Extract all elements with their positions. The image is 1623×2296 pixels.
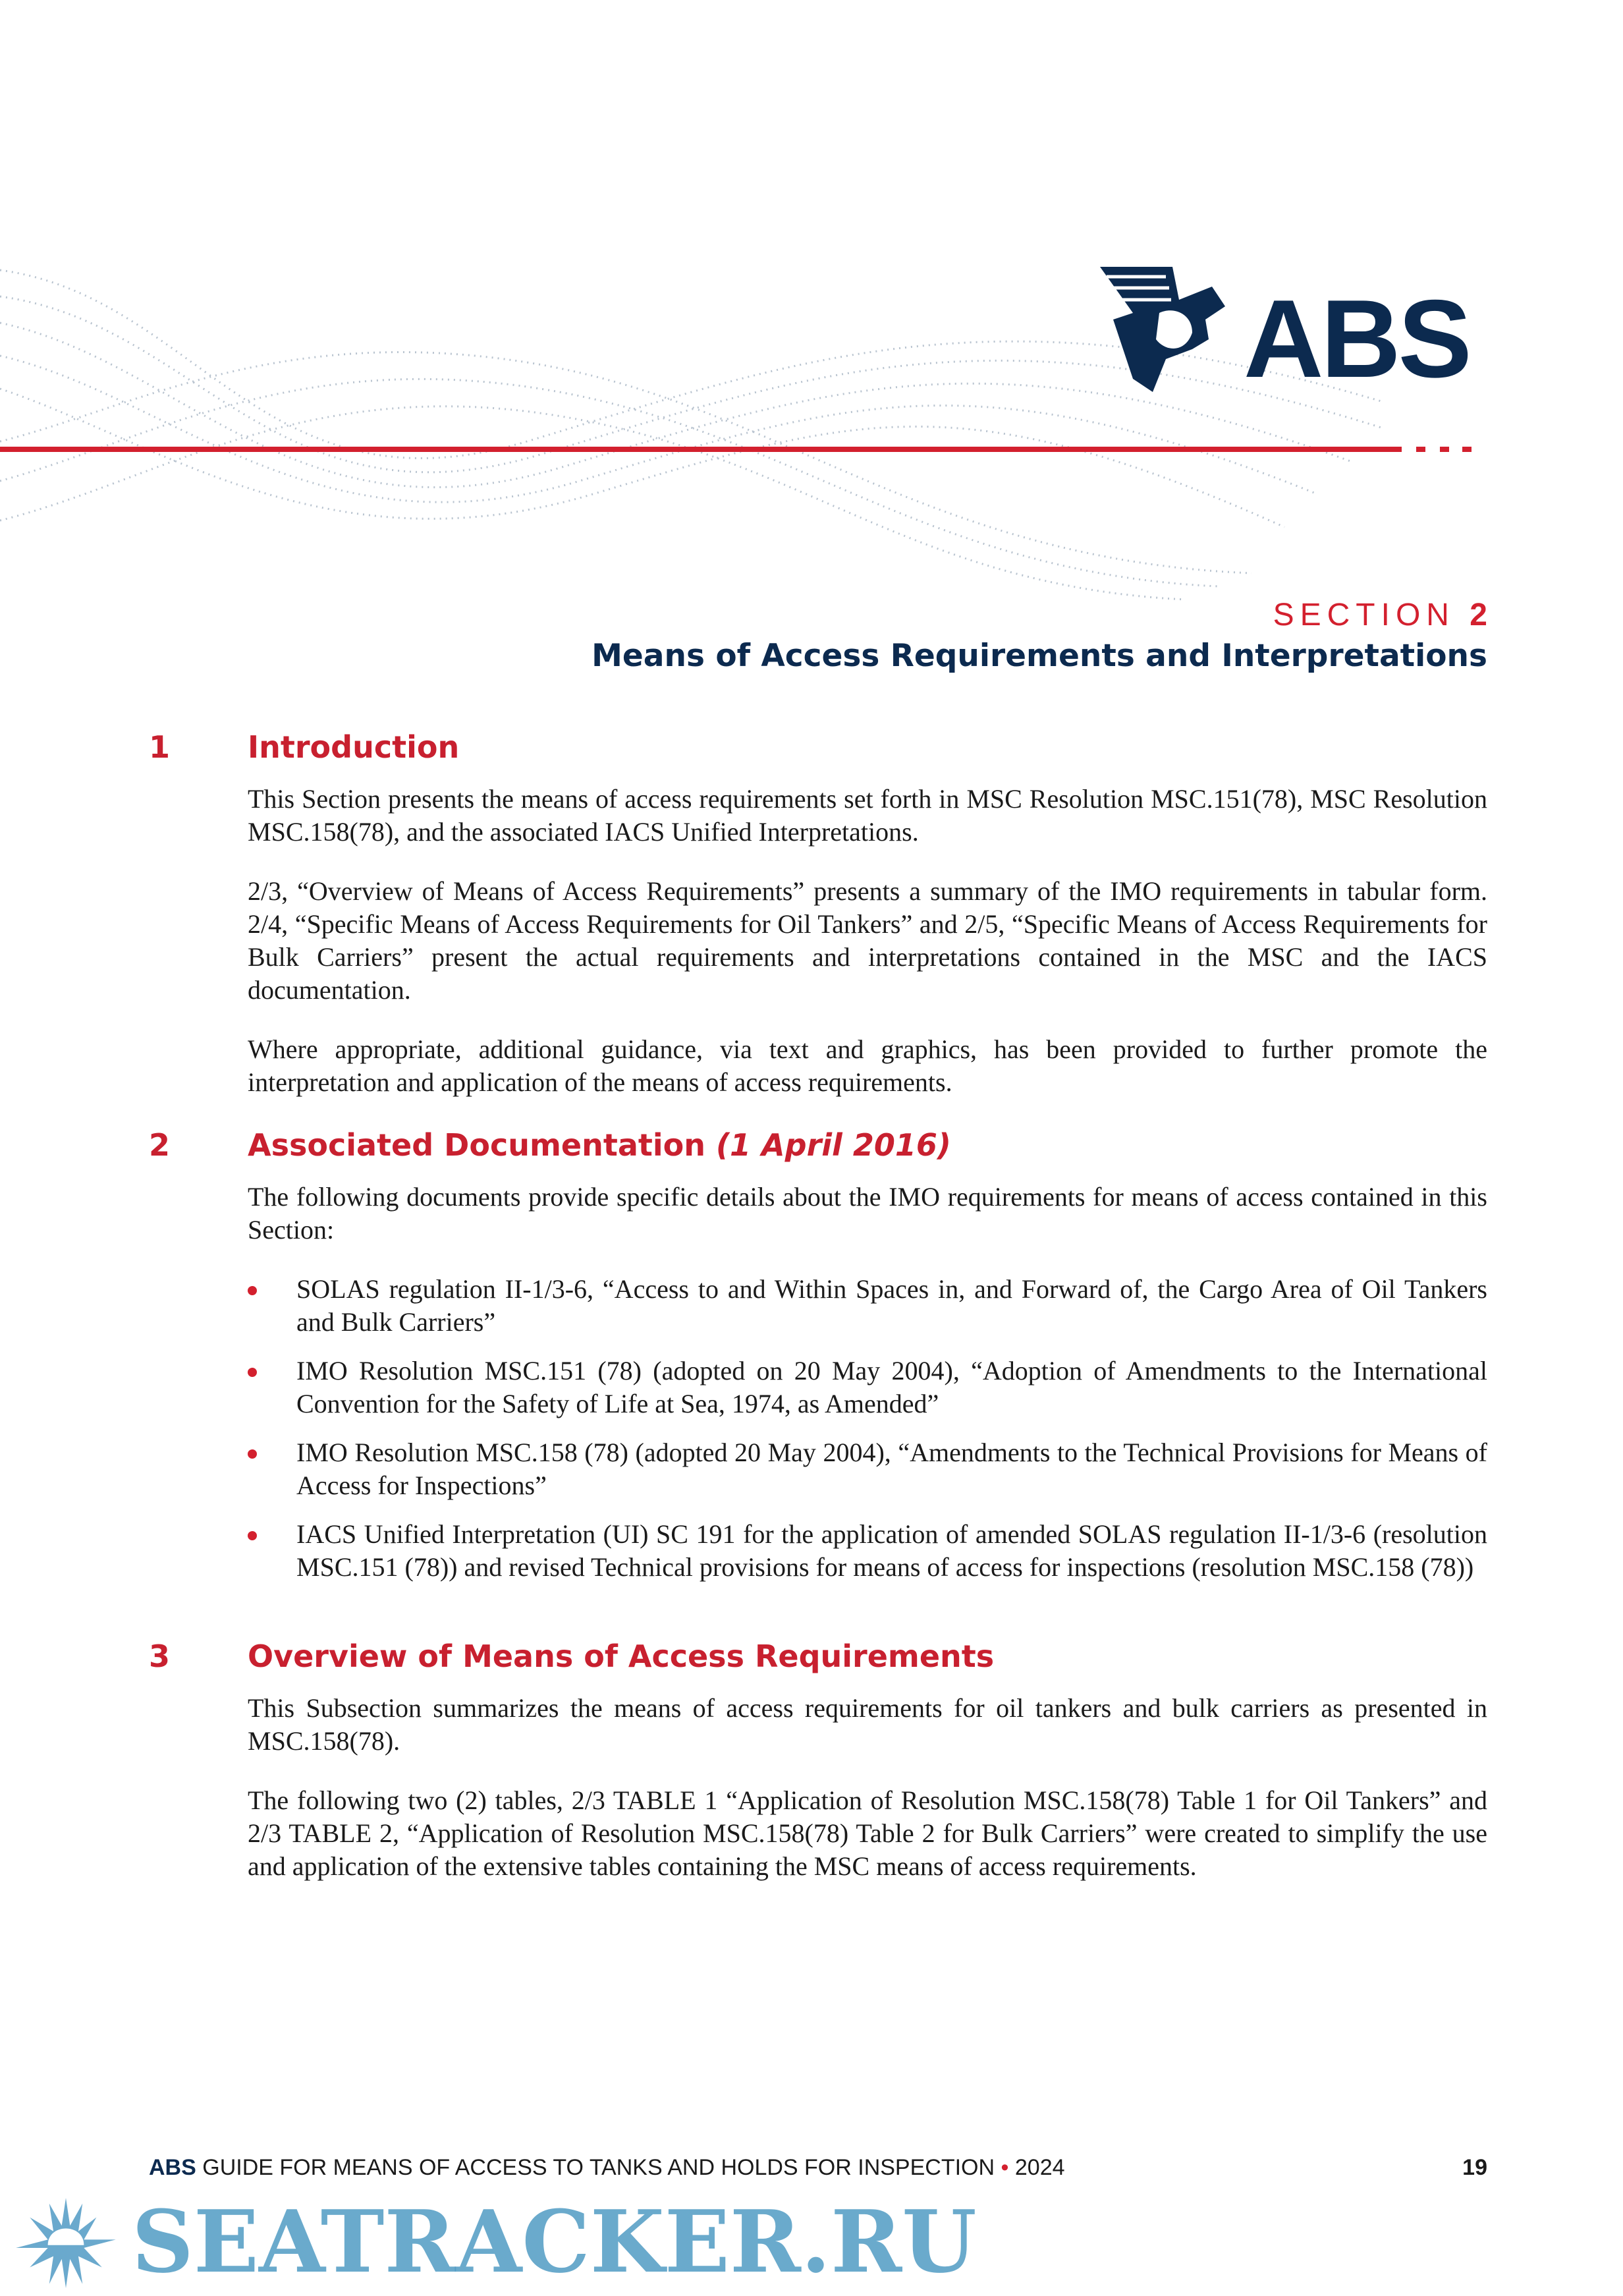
heading-title: Associated Documentation (248, 1127, 705, 1163)
page-number: 19 (1462, 2155, 1487, 2180)
header-rule-dash (1462, 447, 1472, 452)
paragraph: Where appropriate, additional guidance, via text and graphics, has been provided to further promote the interpretation and application of the means of access requirements. (248, 1034, 1487, 1097)
section-number: 2 (1470, 598, 1487, 632)
bullet-icon (248, 1449, 257, 1459)
footer-brand: ABS (149, 2155, 196, 2180)
heading-date-note: (1 April 2016) (716, 1127, 951, 1163)
watermark-sun-icon (13, 2194, 119, 2289)
abs-logo-wordmark: ABS (1244, 277, 1470, 401)
bullet-icon (248, 1286, 257, 1295)
heading-number: 1 (149, 729, 171, 765)
paragraph: This Section presents the means of access requirements set forth in MSC Resolution MSC.151(78), MSC Resolution MSC.158(78), and the associated IACS Unified Interpretations. (248, 784, 1487, 847)
list-item-text: IMO Resolution MSC.158 (78) (adopted 20 May 2004), “Amendments to the Technical Provisions for Means of Access for Inspections” (296, 1438, 1487, 1500)
page-footer (149, 2153, 1487, 2182)
heading-introduction (149, 727, 1487, 767)
section-label-text: SECTION (1273, 598, 1455, 632)
abs-eagle-logo-icon (1093, 260, 1238, 392)
list-item (248, 1436, 1487, 1502)
list-item (248, 1518, 1487, 1584)
footer-title: GUIDE FOR MEANS OF ACCESS TO TANKS AND HOLDS FOR INSPECTION (202, 2155, 995, 2180)
header-rule-dash (1416, 447, 1425, 452)
header-rule-dash (1440, 447, 1449, 452)
header-red-rule (0, 447, 1402, 452)
section-label (1273, 597, 1487, 633)
heading-text: Overview of Means of Access Requirements (248, 1638, 995, 1674)
footer-year: 2024 (1014, 2155, 1065, 2180)
list-spacer (149, 1600, 1487, 1610)
main-content (149, 727, 1487, 1909)
bullet-icon (248, 1531, 257, 1540)
paragraph: 2/3, “Overview of Means of Access Requirements” presents a summary of the IMO requirements in tabular form. 2/4, “Specific Means of Access Requirements for Oil Tankers” and 2/5, “Specific Means of Access Requirements for Bulk Carriers” present the actual requirements and interpretations contained in the MSC and the IACS documentation. (248, 876, 1487, 1005)
heading-number: 2 (149, 1127, 171, 1163)
heading-number: 3 (149, 1638, 171, 1674)
heading-text: Introduction (248, 729, 460, 765)
list-item-text: SOLAS regulation II-1/3-6, “Access to and Within Spaces in, and Forward of, the Cargo Area of Oil Tankers and Bulk Carriers” (296, 1274, 1487, 1337)
footer-separator: • (1001, 2155, 1009, 2180)
heading-text (248, 1125, 951, 1165)
list-item-text: IMO Resolution MSC.151 (78) (adopted on 20 May 2004), “Adoption of Amendments to the International Convention for the Safety of Life at Sea, 1974, as Amended” (296, 1356, 1487, 1418)
paragraph: The following documents provide specific details about the IMO requirements for means of access contained in this Section: (248, 1182, 1487, 1245)
list-item-text: IACS Unified Interpretation (UI) SC 191 for the application of amended SOLAS regulation II-1/3-6 (resolution MSC.151 (78)) and revised Technical provisions for means of access for inspections (resolution MSC.158 (78)) (296, 1519, 1487, 1582)
list-item (248, 1355, 1487, 1420)
heading-overview (149, 1637, 1487, 1676)
watermark-text: SEATRACKER.RU (132, 2191, 977, 2292)
paragraph: This Subsection summarizes the means of access requirements for oil tankers and bulk carriers as presented in MSC.158(78). (248, 1693, 1487, 1756)
paragraph: The following two (2) tables, 2/3 TABLE 1 “Application of Resolution MSC.158(78) Table 1 for Oil Tankers” and 2/3 TABLE 2, “Application of Resolution MSC.158(78) Table 2 for Bulk Carriers” were created to simplify the use and application of the extensive tables containing the MSC means of access requirements. (248, 1785, 1487, 1881)
bullet-icon (248, 1368, 257, 1377)
heading-associated-documentation (149, 1125, 1487, 1165)
page-title: Means of Access Requirements and Interpretations (591, 638, 1487, 674)
list-item (248, 1273, 1487, 1339)
